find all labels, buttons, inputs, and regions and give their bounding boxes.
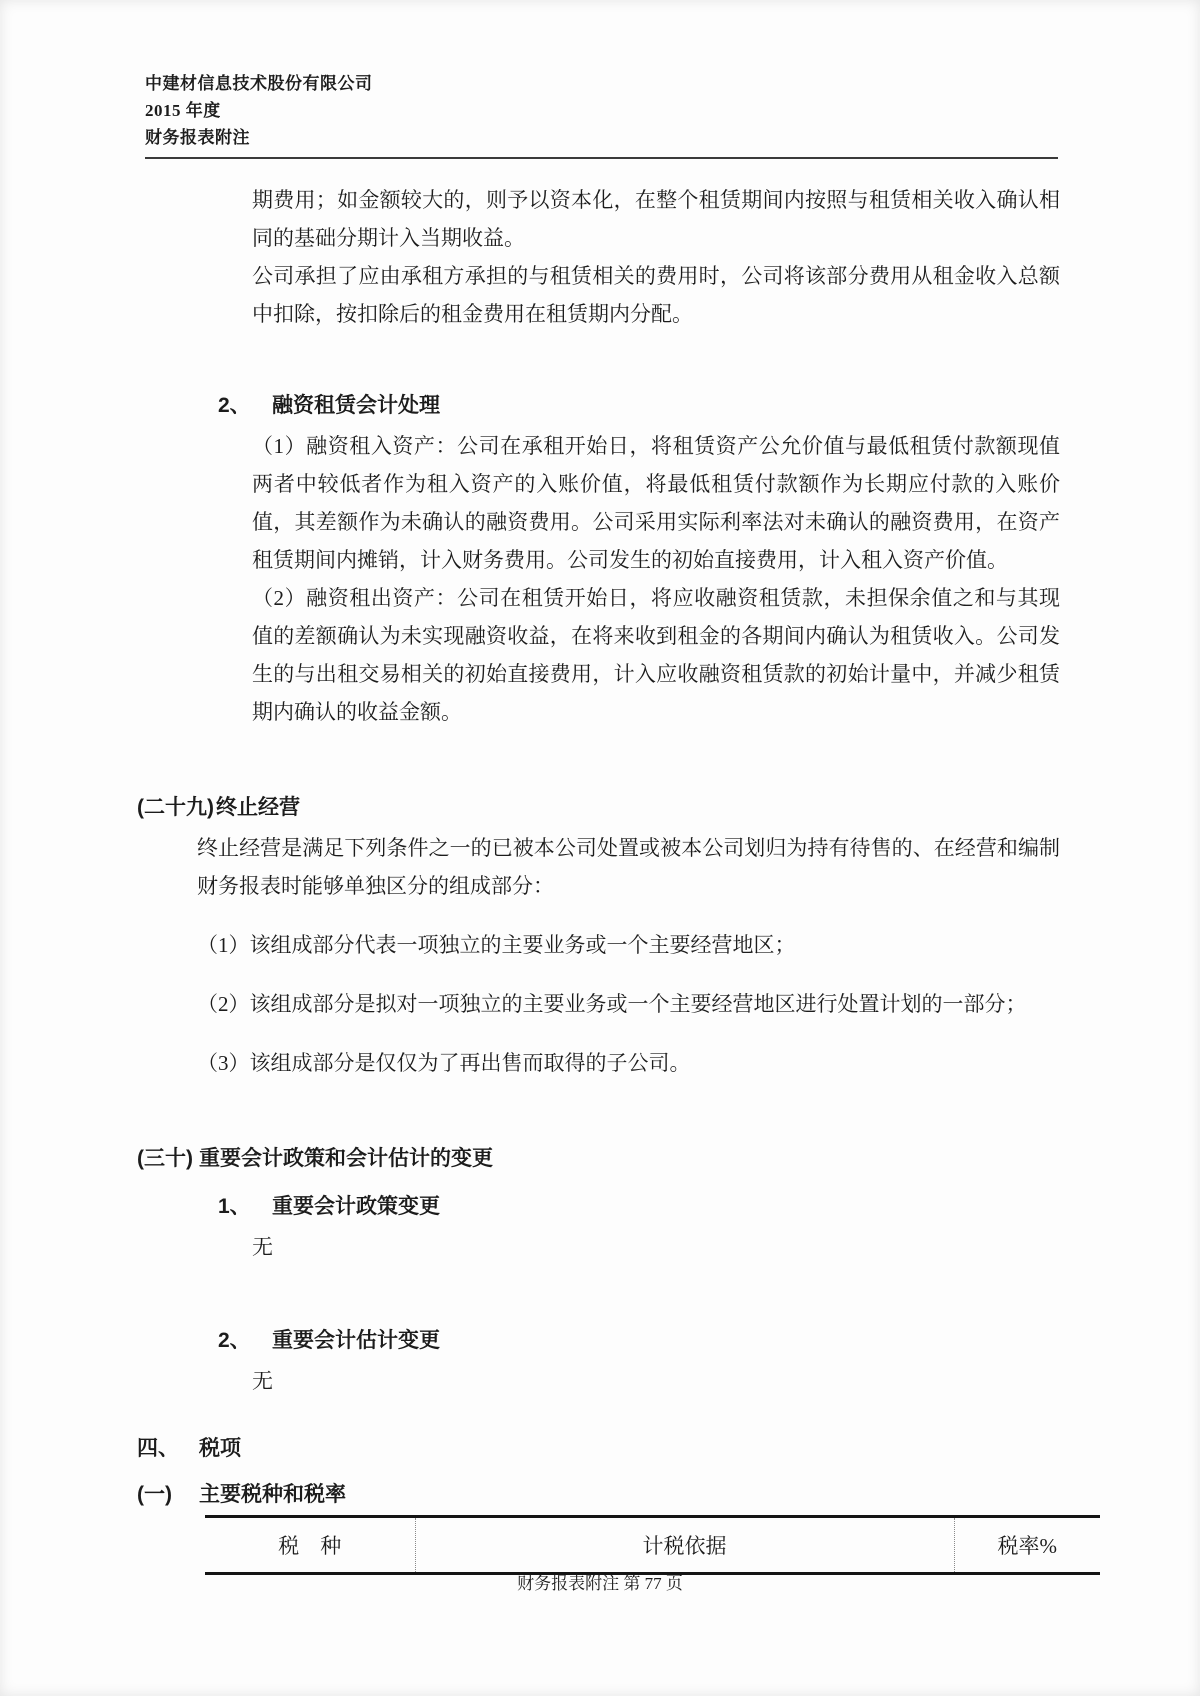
section-title-29: 终止经营 [216, 796, 300, 819]
heading-accounting-changes [137, 1140, 1200, 1178]
list-item-discontinued-1: （1）该组成部分代表一项独立的主要业务或一个主要经营地区； [197, 933, 796, 957]
heading-main-taxes [137, 1476, 1200, 1514]
policy-change-content: 无 [252, 1235, 273, 1259]
para-lessor-costs: 公司承担了应由承租方承担的与租赁相关的费用时，公司将该部分费用从租金收入总额中扣除，按扣除后的租金费用在租赁期内分配。 [252, 264, 1060, 326]
heading-policy-change-title: 重要会计政策变更 [272, 1195, 440, 1218]
section-label-30: (三十) [137, 1147, 193, 1170]
heading-finance-lease [218, 387, 1200, 425]
tax-table-header-row [205, 1517, 1100, 1574]
tax-table-col-tax-basis: 计税依据 [415, 1517, 954, 1574]
tax-rate-table [205, 1515, 1100, 1575]
tax-table-col-tax-type: 税 种 [278, 1534, 342, 1558]
heading-policy-change [218, 1188, 1200, 1226]
section-label-29: (二十九) [137, 796, 214, 819]
heading-taxes [137, 1430, 1200, 1468]
document-header [145, 70, 1200, 151]
header-rule [145, 157, 1058, 159]
list-item-discontinued-2: （2）该组成部分是拟对一项独立的主要业务或一个主要经营地区进行处置计划的一部分； [197, 992, 1027, 1016]
list-item-discontinued-3: （3）该组成部分是仅仅为了再出售而取得的子公司。 [197, 1051, 691, 1075]
section-title-30: 重要会计政策和会计估计的变更 [199, 1147, 493, 1170]
para-finance-lease-in: （1）融资租入资产：公司在承租开始日，将租赁资产公允价值与最低租赁付款额现值两者中较低者作为租入资产的入账价值，将最低租赁付款额作为长期应付款的入账价值，其差额作为未确认的融资费用。公司采用实际利率法对未确认的融资费用，在资产租赁期间内摊销，计入财务费用。公司发生的初始直接费用，计入租入资产价值。 [252, 434, 1060, 572]
section-title-tax-1: 主要税种和税率 [199, 1483, 346, 1506]
heading-policy-change-number: 1、 [218, 1195, 251, 1218]
para-finance-lease-out: （2）融资租出资产：公司在租赁开始日，将应收融资租赁款，未担保余值之和与其现值的差额确认为未实现融资收益，在将来收到租金的各期间内确认为租赁收入。公司发生的与出租交易相关的初始直接费用，计入应收融资租赁款的初始计量中，并减少租赁期内确认的收益金额。 [252, 586, 1060, 724]
heading-estimate-change-title: 重要会计估计变更 [272, 1329, 440, 1352]
company-name: 中建材信息技术股份有限公司 [145, 74, 373, 93]
heading-estimate-change [218, 1322, 1200, 1360]
section-title-tax: 税项 [199, 1437, 241, 1460]
fiscal-year: 2015 年度 [145, 101, 221, 120]
estimate-change-content: 无 [252, 1369, 273, 1393]
para-discontinued-intro: 终止经营是满足下列条件之一的已被本公司处置或被本公司划归为持有待售的、在经营和编制财务报表时能够单独区分的组成部分： [197, 836, 1060, 898]
section-label-tax: 四、 [137, 1437, 179, 1460]
para-lease-expense: 期费用；如金额较大的，则予以资本化，在整个租赁期间内按照与租赁相关收入确认相同的基础分期计入当期收益。 [252, 188, 1060, 250]
page-footer: 财务报表附注 第 77 页 [517, 1574, 683, 1593]
heading-discontinued-operations [137, 789, 1200, 827]
heading-finance-lease-title: 融资租赁会计处理 [272, 394, 440, 417]
heading-finance-lease-number: 2、 [218, 394, 251, 417]
section-label-tax-1: (一) [137, 1483, 172, 1506]
tax-table-col-tax-rate: 税率% [954, 1517, 1100, 1574]
doc-title: 财务报表附注 [145, 128, 250, 147]
heading-estimate-change-number: 2、 [218, 1329, 251, 1352]
